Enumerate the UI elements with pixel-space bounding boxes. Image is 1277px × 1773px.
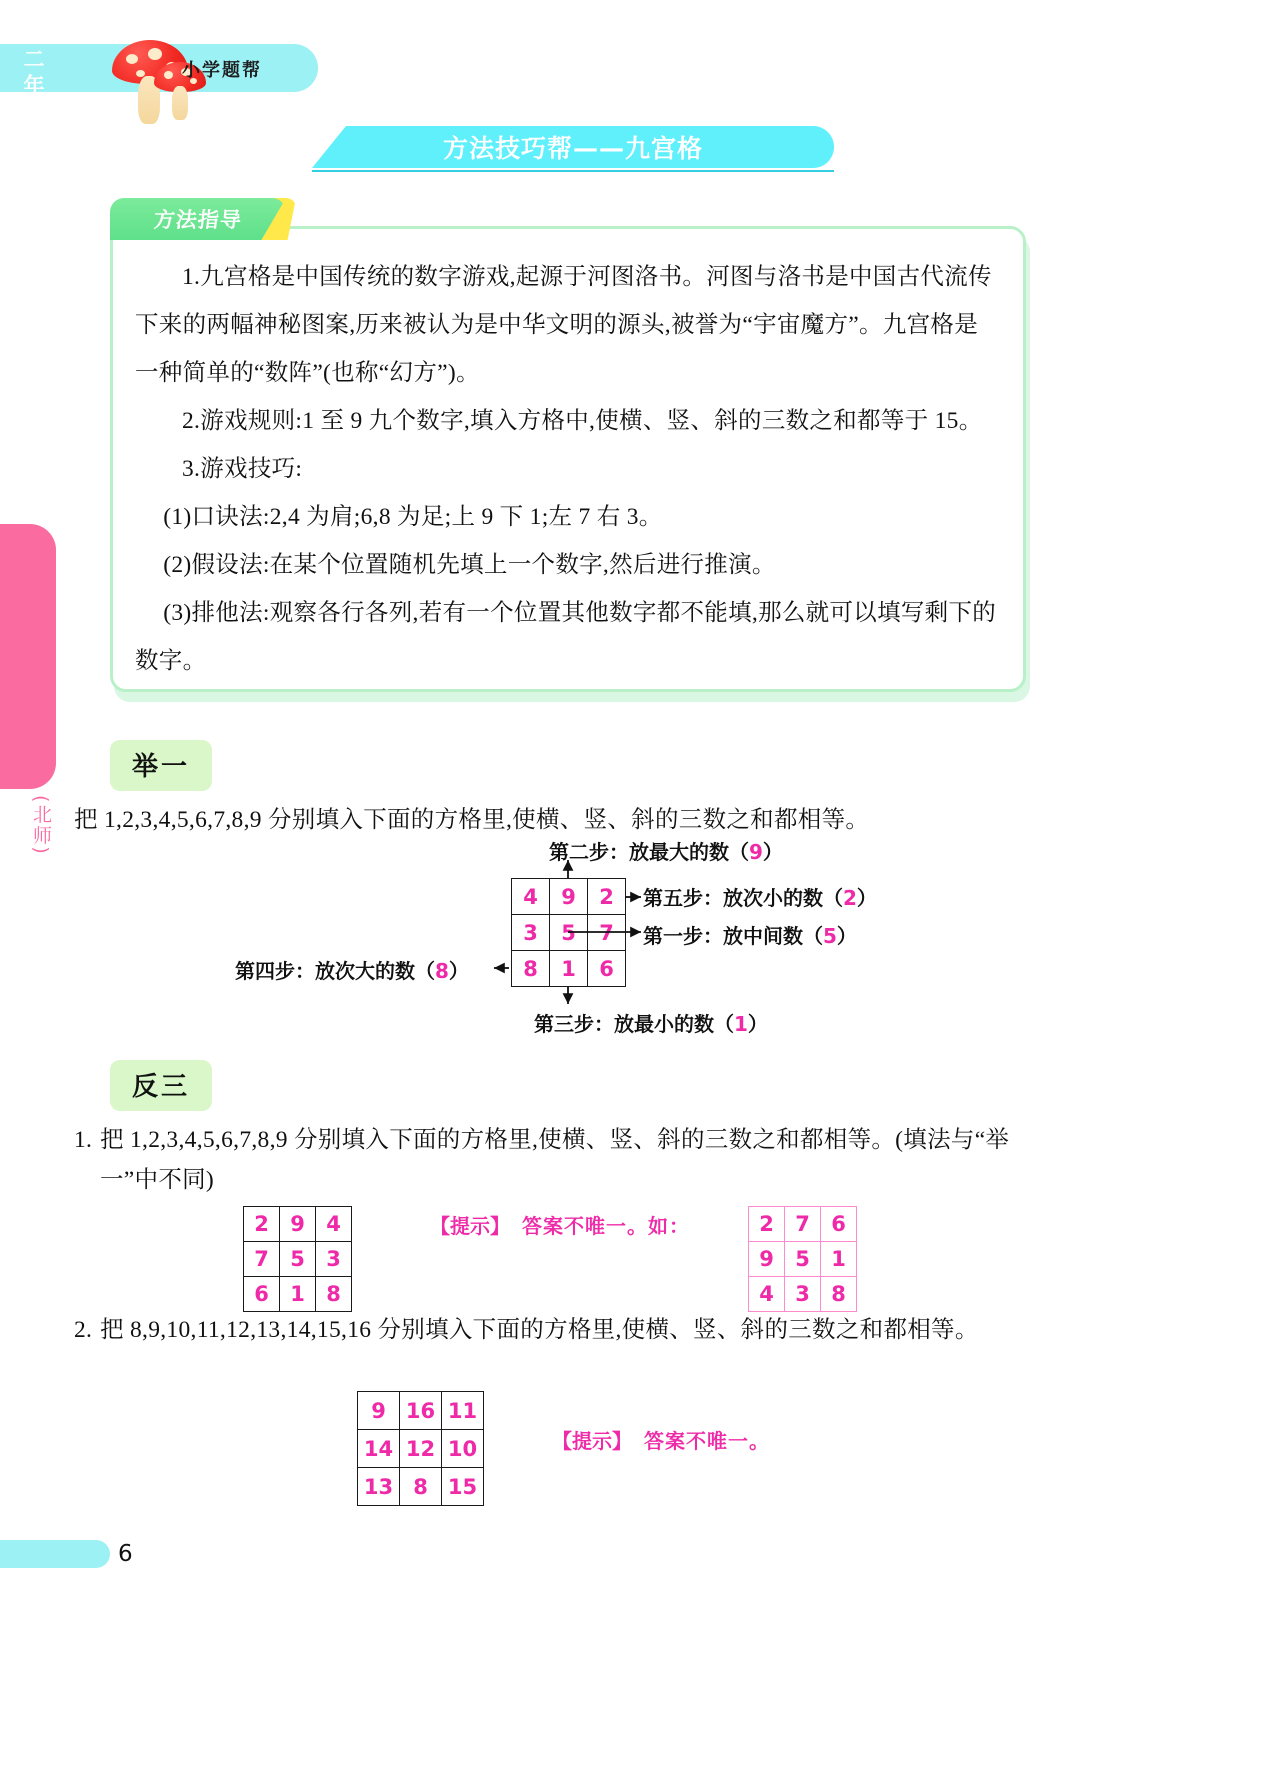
section-title-banner — [312, 126, 834, 168]
grid-cell: 8 — [512, 951, 550, 987]
grid-cell: 6 — [244, 1277, 280, 1312]
grid-cell: 14 — [358, 1430, 400, 1468]
hint-text: 答案不唯一。如： — [522, 1214, 690, 1238]
guide-paragraph-4: (1)口诀法:2,4 为肩;6,8 为足;上 9 下 1;左 7 右 3。 — [163, 504, 663, 530]
grid-cell: 9 — [749, 1242, 785, 1277]
section-chip-fansan: 反三 — [110, 1060, 212, 1111]
grid-cell: 9 — [358, 1392, 400, 1430]
grid-cell: 5 — [785, 1242, 821, 1277]
grid-cell: 9 — [550, 879, 588, 915]
step-label-4: 第四步：放次大的数（8） — [235, 959, 469, 983]
section-title-underline — [312, 170, 834, 172]
juyi-magic-square — [511, 878, 626, 987]
grid-cell: 8 — [400, 1468, 442, 1506]
side-tab-label: 二年级数学·上 — [21, 48, 45, 217]
grid-cell: 3 — [316, 1242, 352, 1277]
side-tab — [0, 524, 56, 789]
guide-text-body — [135, 253, 1001, 685]
grid-cell: 8 — [316, 1277, 352, 1312]
grid-cell: 5 — [550, 915, 588, 951]
grid-cell: 1 — [821, 1242, 857, 1277]
grid-cell: 4 — [749, 1277, 785, 1312]
section-title-text: 方法技巧帮——九宫格 — [442, 134, 703, 163]
juyi-question-text: 把 1,2,3,4,5,6,7,8,9 分别填入下面的方格里,使横、竖、斜的三数之和都相等。 — [74, 807, 870, 833]
fansan-item-2-number: 2. — [74, 1317, 93, 1343]
grid-cell: 3 — [785, 1277, 821, 1312]
mushroom-spot — [164, 71, 173, 79]
grid-cell: 13 — [358, 1468, 400, 1506]
side-tab-sublabel: (北师) — [30, 795, 52, 856]
fansan-1-hint — [430, 1210, 690, 1239]
fansan-2-answer-grid — [357, 1391, 484, 1506]
guide-tab-label: 方法指导 — [152, 208, 244, 232]
grid-cell: 16 — [400, 1392, 442, 1430]
grid-cell: 6 — [588, 951, 626, 987]
mushroom-spot — [126, 54, 138, 64]
guide-box — [110, 226, 1026, 692]
footer-bar — [0, 1540, 110, 1568]
grid-cell: 3 — [512, 915, 550, 951]
guide-paragraph-5: (2)假设法:在某个位置随机先填上一个数字,然后进行推演。 — [163, 552, 776, 578]
grid-cell: 11 — [442, 1392, 484, 1430]
grid-cell: 15 — [442, 1468, 484, 1506]
grid-cell: 6 — [821, 1207, 857, 1242]
hint-tag: 【提示】 — [430, 1214, 510, 1238]
guide-paragraph-3: 3.游戏技巧: — [182, 456, 303, 482]
grid-cell: 2 — [244, 1207, 280, 1242]
mushroom-stem — [172, 86, 188, 120]
step-label-5: 第五步：放次小的数（2） — [643, 886, 877, 910]
grid-cell: 12 — [400, 1430, 442, 1468]
grid-cell: 1 — [550, 951, 588, 987]
grid-cell: 1 — [280, 1277, 316, 1312]
mushroom-spot — [148, 48, 162, 60]
fansan-1-answer-grid — [243, 1206, 352, 1312]
hint-text: 答案不唯一。 — [644, 1429, 770, 1453]
grid-cell: 4 — [316, 1207, 352, 1242]
grid-cell: 9 — [280, 1207, 316, 1242]
grid-cell: 10 — [442, 1430, 484, 1468]
hint-tag: 【提示】 — [552, 1429, 632, 1453]
grid-cell: 7 — [785, 1207, 821, 1242]
grid-cell: 7 — [588, 915, 626, 951]
guide-paragraph-1: 1.九宫格是中国传统的数字游戏,起源于河图洛书。河图与洛书是中国古代流传下来的两幅神秘图案,历来被认为是中华文明的源头,被誉为“宇宙魔方”。九宫格是一种简单的“数阵”(也称“幻方”)。 — [135, 264, 992, 386]
guide-paragraph-2: 2.游戏规则:1 至 9 九个数字,填入方格中,使横、竖、斜的三数之和都等于 15。 — [182, 408, 983, 434]
fansan-item-1-number: 1. — [74, 1127, 93, 1153]
fansan-item-1-text: 把 1,2,3,4,5,6,7,8,9 分别填入下面的方格里,使横、竖、斜的三数之和都相等。(填法与“举一”中不同) — [100, 1127, 1010, 1193]
guide-paragraph-6: (3)排他法:观察各行各列,若有一个位置其他数字都不能填,那么就可以填写剩下的数字。 — [135, 600, 997, 674]
fansan-item-2-text: 把 8,9,10,11,12,13,14,15,16 分别填入下面的方格里,使横、竖、斜的三数之和都相等。 — [100, 1317, 979, 1343]
grid-cell: 2 — [749, 1207, 785, 1242]
grid-cell: 7 — [244, 1242, 280, 1277]
grid-cell: 5 — [280, 1242, 316, 1277]
page-number: 6 — [118, 1541, 133, 1567]
grid-cell: 2 — [588, 879, 626, 915]
section-chip-juyi: 举一 — [110, 740, 212, 791]
grid-cell: 8 — [821, 1277, 857, 1312]
fansan-1-hint-grid — [748, 1206, 857, 1312]
step-label-3: 第三步：放最小的数（1） — [534, 1012, 768, 1036]
fansan-2-hint — [552, 1425, 770, 1454]
step-label-2: 第二步：放最大的数（9） — [549, 840, 783, 864]
grid-cell: 4 — [512, 879, 550, 915]
step-label-1: 第一步：放中间数（5） — [643, 924, 857, 948]
brand-title: 小学题帮 — [182, 60, 262, 81]
